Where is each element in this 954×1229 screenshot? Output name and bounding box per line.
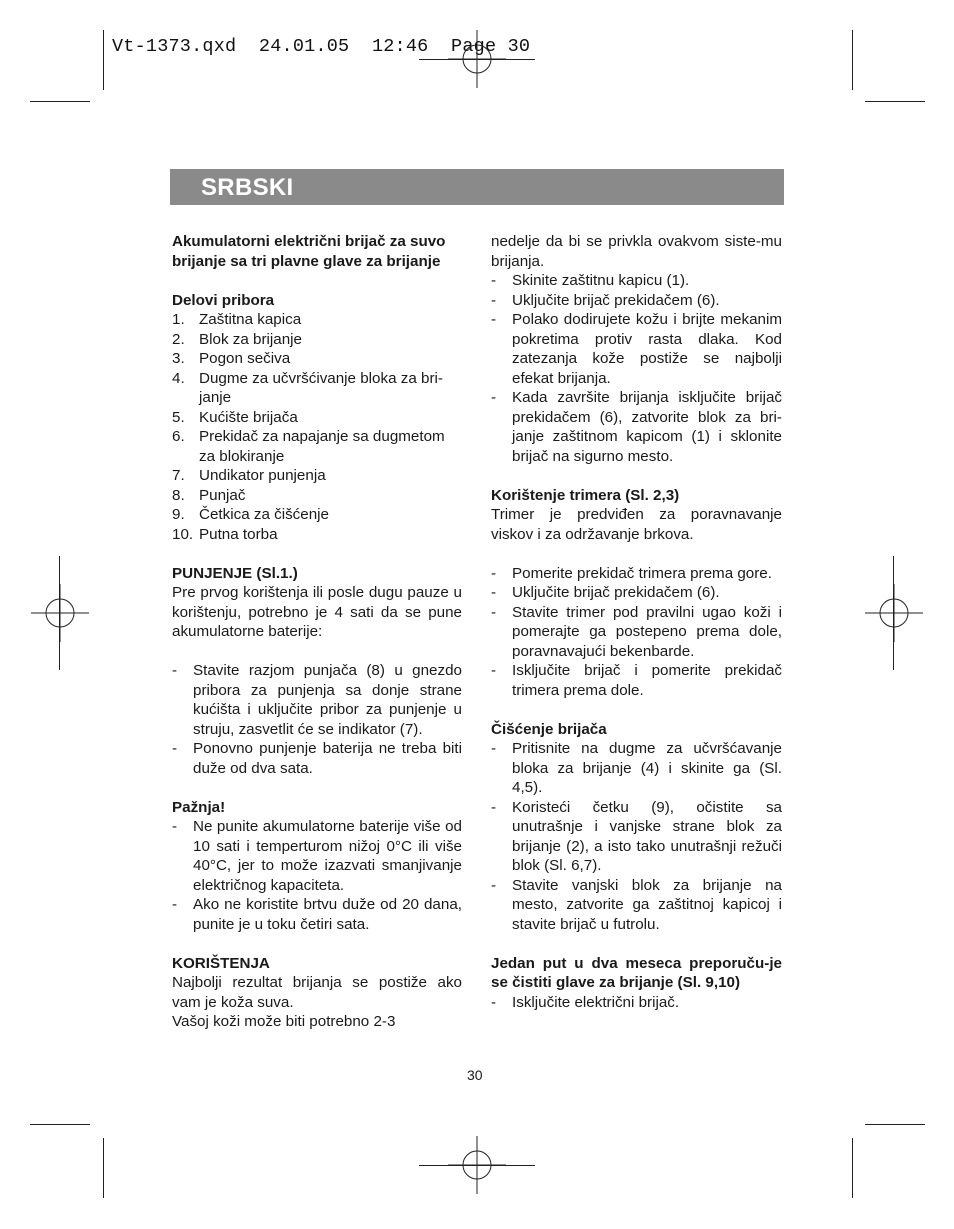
section-title: SRBSKI	[201, 174, 294, 201]
product-title: Akumulatorni električni brijač za suvo brijanje sa tri plavne glave za brijanje	[172, 233, 446, 270]
list-item: - Stavite trimer pod pravilni ugao koži i pomerajte ga postepeno prema dole, poravnavajući bekenbarde.	[491, 603, 782, 660]
list-item: - Stavite razjom punjača (8) u gnezdo pribora za punjenja sa donje strane kućišta i uključite pribor za punjenje u struju, zasvetlit će se indikator (7).	[172, 662, 462, 738]
list-item: - Polako dodirujete kožu i brijte mekanim pokretima protiv rasta dlaka. Kod zatezanja kože postiže se najbolji efekat brijanja.	[491, 311, 782, 387]
crop-mark	[103, 30, 104, 90]
charging-heading: PUNJENJE (Sl.1.)	[172, 564, 298, 582]
print-slug: Vt-1373.qxd 24.01.05 12:46 Page 30	[112, 36, 531, 57]
list-item: - Kada završite brijanja isključite brijač prekidačem (6), zatvorite blok za bri-janje zaštitnom kapicom (1) i sklonite brijač na sigurno mesto.	[491, 389, 782, 465]
page-number: 30	[467, 1067, 483, 1083]
usage-heading: KORIŠTENJA	[172, 954, 270, 972]
list-item: - Uključite brijač prekidačem (6).	[491, 584, 720, 601]
list-item: 4. Dugme za učvršćivanje bloka za bri-janje	[172, 369, 443, 406]
list-item: - Pomerite prekidač trimera prema gore.	[491, 564, 772, 582]
list-item: - Pritisnite na dugme za učvršćavanje bloka za brijanje (4) i skinite ga (Sl. 4,5).	[491, 740, 782, 796]
list-item: 5. Kućište brijača	[172, 408, 298, 426]
usage-continuation: nedelje da bi se privkla ovakvom siste-mu brijanja.	[491, 233, 782, 270]
crop-mark	[852, 30, 853, 90]
left-column	[172, 232, 462, 1032]
list-item: - Uključite brijač prekidačem (6).	[491, 291, 720, 309]
list-item: 1. Zaštitna kapica	[172, 311, 302, 328]
registration-line	[59, 556, 60, 670]
registration-line	[893, 556, 894, 670]
usage-paragraph: Najbolji rezultat brijanja se postiže ako vam je koža suva.	[172, 974, 462, 1011]
crop-mark	[103, 1138, 104, 1198]
list-item: - Isključite brijač i pomerite prekidač trimera prema dole.	[491, 662, 782, 699]
list-item: 8. Punjač	[172, 486, 246, 504]
attention-heading: Pažnja!	[172, 798, 226, 816]
trimmer-intro: Trimer je predviđen za poravnavanje viskov i za održavanje brkova.	[491, 506, 782, 543]
list-item: 10. Putna torba	[172, 525, 278, 543]
parts-heading: Delovi pribora	[172, 291, 275, 309]
list-item: 7. Undikator punjenja	[172, 467, 326, 484]
registration-mark-icon	[31, 584, 89, 642]
bimonthly-heading: Jedan put u dva meseca preporuču-je se čistiti glave za brijanje (Sl. 9,10)	[491, 954, 782, 991]
list-item: - Ponovno punjenje baterija ne treba biti duže od dva sata.	[172, 740, 462, 777]
list-item: - Isključite električni brijač.	[491, 993, 680, 1011]
list-item: - Skinite zaštitnu kapicu (1).	[491, 272, 690, 289]
list-item: - Koristeći četku (9), očistite sa unutrašnje i vanjske strane blok za brijanje (2), a isto tako unutrašnji režuči blok (Sl. 6,7).	[491, 798, 782, 874]
list-item: - Ako ne koristite brtvu duže od 20 dana, punite je u toku četiri sata.	[172, 896, 462, 933]
crop-mark	[30, 101, 90, 102]
charging-intro: Pre prvog korištenja ili posle dugu pauze u korištenju, potrebno je 4 sati da se pune akumulatorne baterije:	[172, 584, 462, 640]
parts-list	[172, 310, 462, 544]
crop-mark	[852, 1138, 853, 1198]
list-item: - Ne punite akumulatorne baterije više od 10 sati i temperturom nižoj 0°C ili više 40°C, jer to može izazvati smanjivanje električnog kapaciteta.	[172, 818, 462, 894]
registration-mark-icon	[865, 584, 923, 642]
right-column	[491, 232, 782, 1012]
list-item: - Stavite vanjski blok za brijanje na mesto, zatvorite ga zaštitnoj kapicoj i stavite brijač u futrolu.	[491, 876, 782, 933]
list-item: 3. Pogon sečiva	[172, 350, 291, 367]
list-item: 9. Četkica za čišćenje	[172, 506, 329, 523]
crop-mark	[30, 1124, 90, 1125]
registration-line	[419, 1165, 535, 1166]
crop-mark	[865, 101, 925, 102]
list-item: 2. Blok za brijanje	[172, 330, 302, 348]
section-banner	[170, 169, 784, 205]
list-item: 6. Prekidač za napajanje sa dugmetom za blokiranje	[172, 428, 445, 465]
crop-mark	[865, 1124, 925, 1125]
cleaning-heading: Čišćenje brijača	[491, 720, 607, 738]
usage-paragraph: Vašoj koži može biti potrebno 2-3	[172, 1013, 396, 1030]
registration-line	[419, 59, 535, 60]
trimmer-heading: Korištenje trimera (Sl. 2,3)	[491, 486, 680, 504]
